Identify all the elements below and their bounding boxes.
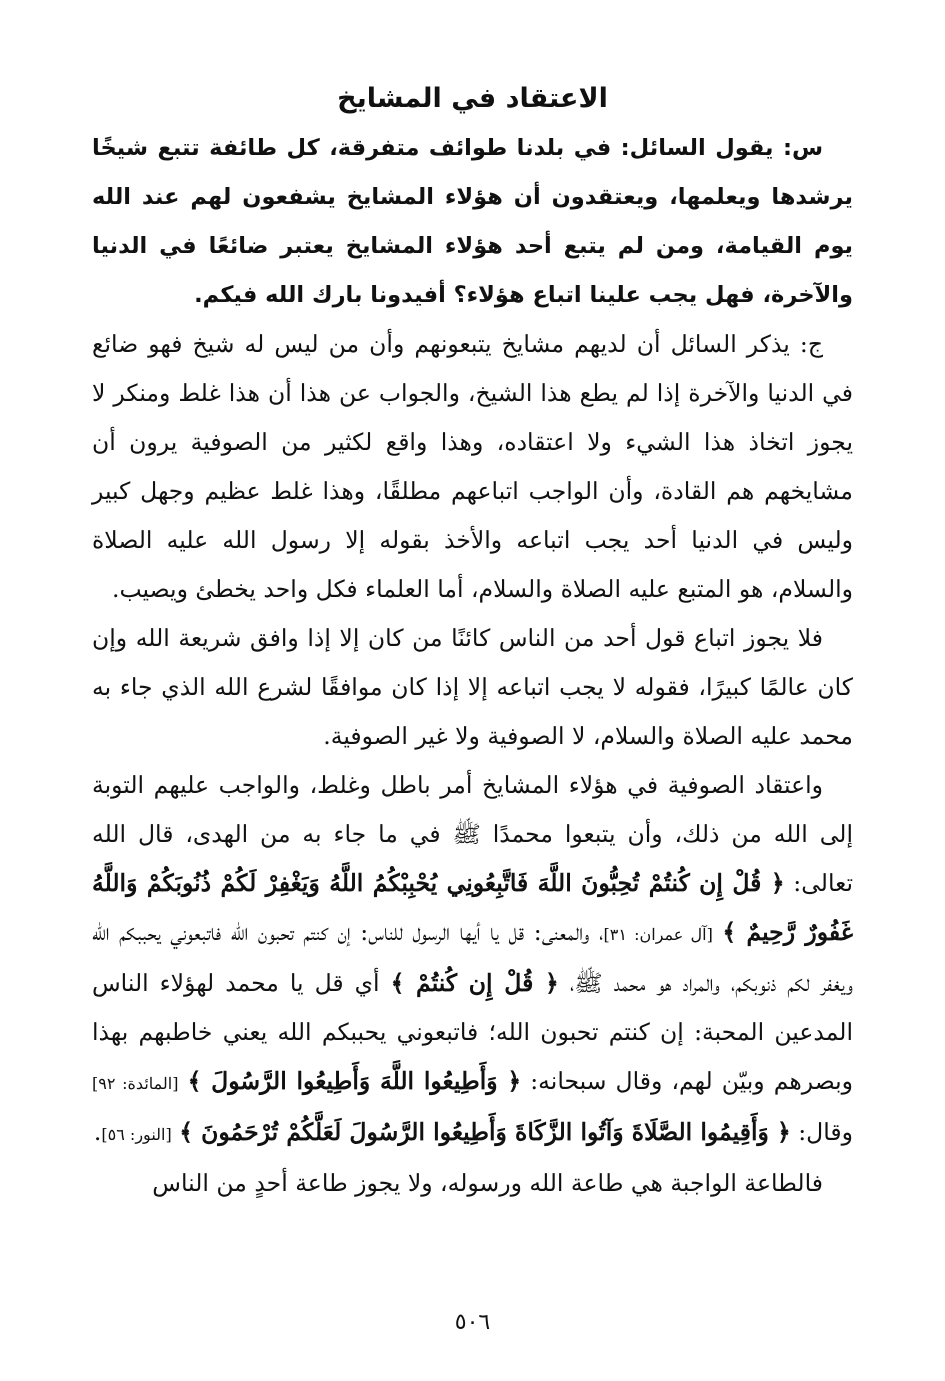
verse-citation: [النور: ٥٦]: [101, 1125, 172, 1144]
quran-verse: ﴿ وَأَطِيعُوا اللَّهَ وَأَطِيعُوا الرَّسُولَ ﴾: [187, 1067, 522, 1095]
answer-paragraph-4: فالطاعة الواجبة هي طاعة الله ورسوله، ولا يجوز طاعة أحدٍ من الناس: [152, 1169, 823, 1197]
answer-paragraph-1: ج: يذكر السائل أن لديهم مشايخ يتبعونهم وأن من ليس له شيخ فهو ضائع في الدنيا والآخرة إذا لم يطع هذا الشيخ، والجواب عن هذا أن هذا غلط ومنكر لا يجوز اتخاذ هذا الشيء ولا اعتقاده، وهذا واقع لكثير من الصوفية يرون أن مشايخهم هم القادة، وأن الواجب اتباعهم مطلقًا، وهذا غلط عظيم وجهل كبير وليس في الدنيا أحد يجب اتباعه والأخذ بقوله إلا رسول الله عليه الصلاة والسلام، هو المتبع عليه الصلاة والسلام، أما العلماء فكل واحد يخطئ ويصيب.: [92, 330, 853, 603]
answer-text: .: [93, 1118, 102, 1146]
answer-text: واعتقاد الصوفية في هؤلاء المشايخ أمر باطل وغلط، والواجب عليهم التوبة إلى الله من ذلك، وأن يتبعوا محمدًا ﷺ في ما جاء به من الهدى، قال الله تعالى:: [92, 771, 853, 897]
verse-citation: [آل عمران: ٣١]: [603, 925, 713, 944]
quran-verse: ﴿ قُلْ إِن كُنتُمْ تُحِبُّونَ اللَّهَ فَاتَّبِعُونِي يُحْبِبْكُمُ اللَّهُ وَيَغْفِرْ لَكُمْ ذُنُوبَكُمْ وَاللَّهُ غَفُورٌ رَّحِيمٌ ﴾: [92, 869, 854, 946]
answer-paragraph-2: فلا يجوز اتباع قول أحد من الناس كائنًا من كان إلا إذا وافق شريعة الله وإن كان عالمًا كبيرًا، فقوله لا يجب اتباعه إلا إذا كان موافقًا لشرع الله الذي جاء به محمد عليه الصلاة والسلام، لا الصوفية ولا غير الصوفية.: [92, 624, 853, 750]
answer-paragraph-3: [92, 761, 853, 1159]
page-title: الاعتقاد في المشايخ: [337, 83, 608, 114]
quran-verse: ﴿ وَأَقِيمُوا الصَّلَاةَ وَآتُوا الزَّكَاةَ وَأَطِيعُوا الرَّسُولَ لَعَلَّكُمْ تُرْحَمُونَ ﴾: [179, 1118, 791, 1146]
answer-text: وقال:: [798, 1118, 853, 1146]
verse-citation: [المائدة: ٩٢]: [92, 1074, 179, 1093]
question-paragraph: س: يقول السائل: في بلدنا طوائف متفرقة، كل طائفة تتبع شيخًا يرشدها ويعلمها، ويعتقدون أن هؤلاء المشايخ يشفعون لهم عند الله يوم القيامة، ومن لم يتبع أحد هؤلاء المشايخ يعتبر ضائعًا في الدنيا والآخرة، فهل يجب علينا اتباع هؤلاء؟ أفيدونا بارك الله فيكم.: [92, 135, 853, 308]
quran-verse: ﴿ قُلْ إِن كُنتُمْ ﴾: [390, 969, 559, 997]
answer-text: ، والمعنى: قل يا أيها الرسول للناس: إن كنتم تحبون الله فاتبعوني يحببكم الله ويغفر لكم ذنوبكم، والمراد هو محمد ﷺ،: [92, 918, 853, 997]
page-number: ٥٠٦: [454, 1310, 491, 1335]
answer-text: أي قل يا محمد لهؤلاء الناس المدعين المحبة: إن كنتم تحبون الله؛ فاتبعوني يحببكم الله يعني خاطبهم بهذا وبصرهم وبيّن لهم، وقال سبحانه:: [92, 969, 853, 1095]
